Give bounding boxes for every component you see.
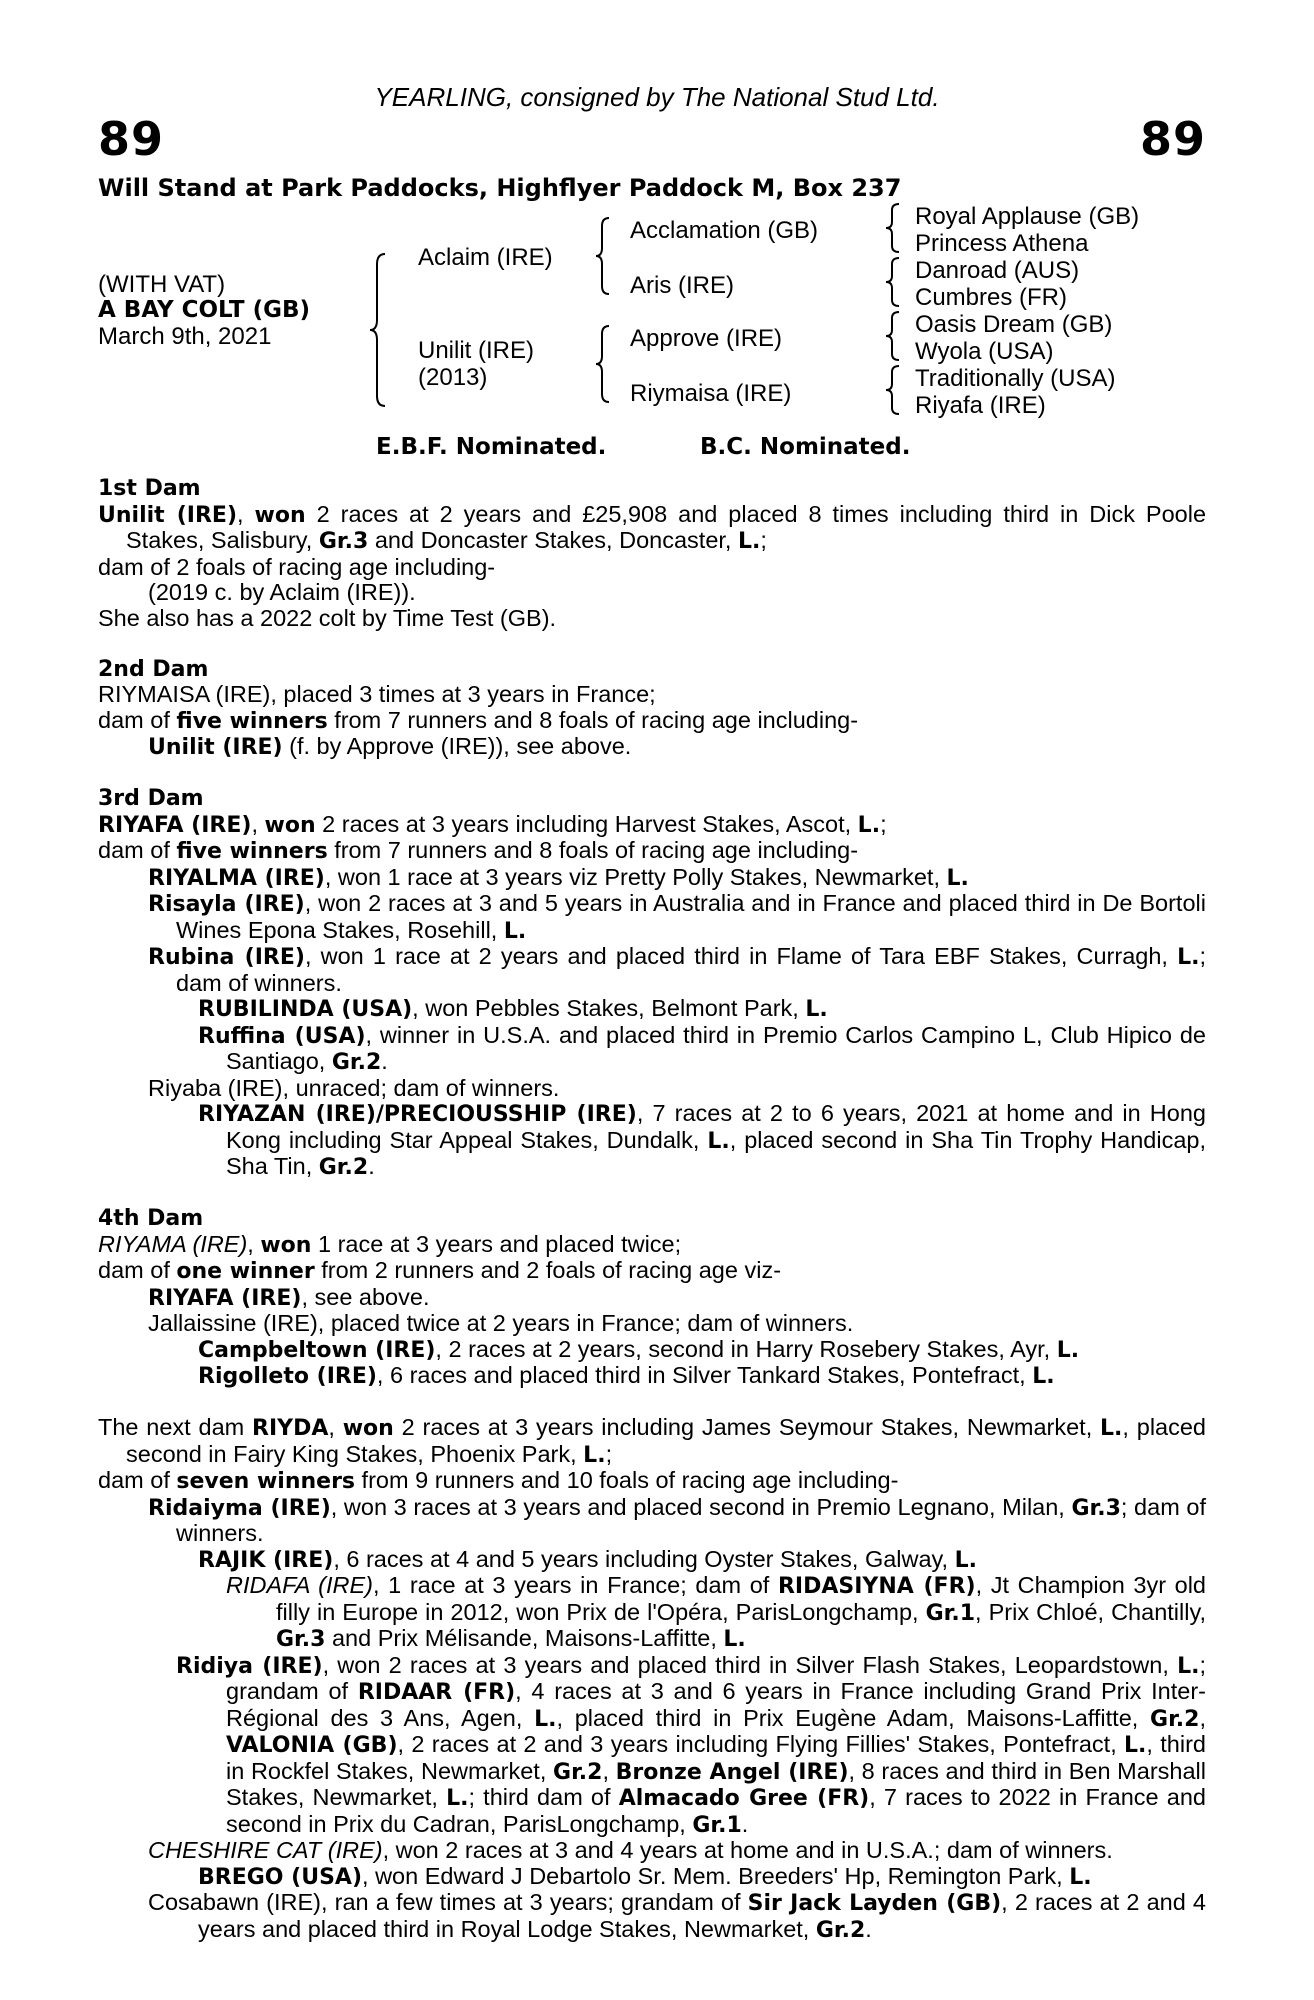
g-cumbres: Cumbres (FR): [915, 284, 1068, 311]
catalogue-body: [98, 476, 1206, 1943]
lot-number-right: 89: [1139, 112, 1206, 166]
dam4-produce-intro: dam of one winner from 2 runners and 2 foals of racing age viz-: [98, 1257, 782, 1284]
dam-sire: Approve (IRE): [630, 325, 783, 352]
g-danroad: Danroad (AUS): [915, 257, 1080, 284]
nextdam-produce-item: CHESHIRE CAT (IRE), won 2 races at 3 and 4 years at home and in U.S.A.; dam of winners.: [148, 1837, 1113, 1863]
heading-2nd-dam: 2nd Dam: [98, 656, 209, 682]
g-riyafa: Riyafa (IRE): [915, 392, 1046, 419]
nextdam-produce-item: Cosabawn (IRE), ran a few times at 3 years; grandam of Sir Jack Layden (GB), 2 races at 2 and 4 years and placed third in Royal Lodge Stakes, Newmarket, Gr.2.: [148, 1889, 1206, 1943]
heading-1st-dam: 1st Dam: [98, 476, 201, 501]
dam: Unilit (IRE): [418, 337, 535, 364]
foaling-date: March 9th, 2021: [98, 323, 272, 350]
sire-sire: Acclamation (GB): [630, 217, 819, 244]
sire: Aclaim (IRE): [418, 244, 553, 271]
nextdam-grandproduce-item: BREGO (USA), won Edward J Debartolo Sr. Mem. Breeders' Hp, Remington Park, L.: [198, 1862, 1092, 1890]
nextdam-produce-intro: dam of seven winners from 9 runners and 10 foals of racing age including-: [98, 1467, 899, 1494]
dam1-produce-intro: dam of 2 foals of racing age including-: [98, 553, 496, 580]
dam3-grandproduce-item: Ruffina (USA), winner in U.S.A. and placed third in Premio Carlos Campino L, Club Hipico de Santiago, Gr.2.: [198, 1021, 1206, 1075]
brace-g3: [884, 310, 902, 362]
lot-number-left: 89: [98, 112, 165, 166]
brace-main: [368, 252, 388, 408]
g-princess-athena: Princess Athena: [915, 230, 1089, 257]
heading-4th-dam: 4th Dam: [98, 1206, 204, 1231]
dam3-produce-intro: dam of five winners from 7 runners and 8 foals of racing age including-: [98, 837, 859, 864]
dam1-record: Unilit (IRE), won 2 races at 2 years and £25,908 and placed 8 times including third in Dick Poole Stakes, Salisbury, Gr.3 and Doncaster Stakes, Doncaster, L.;: [98, 500, 1207, 554]
vat-label: (WITH VAT): [98, 271, 226, 298]
dam1-produce-item: (2019 c. by Aclaim (IRE)).: [148, 579, 416, 605]
dam4-produce-item: Jallaissine (IRE), placed twice at 2 years in France; dam of winners.: [148, 1310, 854, 1336]
dam2-produce-item: Unilit (IRE) (f. by Approve (IRE)), see above.: [148, 733, 632, 760]
dam3-produce-item: Riyaba (IRE), unraced; dam of winners.: [148, 1074, 560, 1101]
nextdam-grandproduce-item: RIDAFA (IRE), 1 race at 3 years in France; dam of RIDASIYNA (FR), Jt Champion 3yr old filly in Europe in 2012, won Prix de l'Opéra, ParisLongchamp, Gr.1, Prix Chloé, Chantilly, Gr.3 and Prix Mélisande, Maisons-Laffitte, L.: [226, 1572, 1207, 1652]
dam-year: (2013): [418, 364, 488, 391]
dam3-grandproduce-item: RUBILINDA (USA), won Pebbles Stakes, Belmont Park, L.: [198, 995, 828, 1022]
brace-dam: [594, 324, 612, 404]
dam3-produce-item: RIYALMA (IRE), won 1 race at 3 years viz Pretty Polly Stakes, Newmarket, L.: [148, 863, 969, 891]
brace-sire: [594, 216, 612, 296]
dam3-produce-item: Risayla (IRE), won 2 races at 3 and 5 years in Australia and in France and placed third in De Bortoli Wines Epona Stakes, Rosehill, L.: [148, 890, 1206, 944]
nextdam-grandproduce-item: RAJIK (IRE), 6 races at 4 and 5 years including Oyster Stakes, Galway, L.: [198, 1545, 978, 1573]
horse-name: A BAY COLT (GB): [98, 297, 311, 323]
dam4-record: RIYAMA (IRE), won 1 race at 3 years and placed twice;: [98, 1230, 682, 1258]
brace-g4: [884, 364, 902, 416]
g-royal-applause: Royal Applause (GB): [915, 203, 1140, 230]
consignor-line: YEARLING, consigned by The National Stud Ltd.: [374, 82, 940, 112]
dam2-produce-intro: dam of five winners from 7 runners and 8 foals of racing age including-: [98, 706, 859, 734]
dam4-grandproduce-item: Rigolleto (IRE), 6 races and placed third in Silver Tankard Stakes, Pontefract, L.: [198, 1362, 1055, 1389]
dam2-record: RIYMAISA (IRE), placed 3 times at 3 years in France;: [98, 681, 656, 707]
sire-dam: Aris (IRE): [630, 272, 734, 299]
g-traditionally: Traditionally (USA): [915, 365, 1116, 392]
dam3-record: RIYAFA (IRE), won 2 races at 3 years including Harvest Stakes, Ascot, L.;: [98, 810, 887, 838]
brace-g2: [884, 256, 902, 308]
g-oasis-dream: Oasis Dream (GB): [915, 311, 1113, 338]
brace-g1: [884, 202, 902, 254]
dam4-grandproduce-item: Campbeltown (IRE), 2 races at 2 years, second in Harry Rosebery Stakes, Ayr, L.: [198, 1335, 1080, 1363]
dam3-produce-item: Rubina (IRE), won 1 race at 2 years and placed third in Flame of Tara EBF Stakes, Curragh, L.; dam of winners.: [148, 943, 1206, 996]
g-wyola: Wyola (USA): [915, 338, 1054, 365]
stand-location: Will Stand at Park Paddocks, Highflyer Paddock M, Box 237: [98, 174, 902, 202]
bc-nominated: B.C. Nominated.: [700, 434, 911, 460]
ebf-nominated: E.B.F. Nominated.: [376, 434, 607, 460]
nextdam-record: The next dam RIYDA, won 2 races at 3 years including James Seymour Stakes, Newmarket, L., placed second in Fairy King Stakes, Phoenix Park, L.;: [98, 1414, 1206, 1468]
dam4-produce-item: RIYAFA (IRE), see above.: [148, 1283, 430, 1311]
dam1-also: She also has a 2022 colt by Time Test (GB).: [98, 604, 557, 631]
dam3-grandproduce-item: RIYAZAN (IRE)/PRECIOUSSHIP (IRE), 7 races at 2 to 6 years, 2021 at home and in Hong Kong including Star Appeal Stakes, Dundalk, L., placed second in Sha Tin Trophy Handicap, Sha Tin, Gr.2.: [198, 1100, 1207, 1180]
dam-dam: Riymaisa (IRE): [630, 380, 792, 407]
nextdam-produce-item: Ridaiyma (IRE), won 3 races at 3 years and placed second in Premio Legnano, Milan, Gr.3; dam of winners.: [148, 1493, 1206, 1546]
nextdam-produce-item: Ridiya (IRE), won 2 races at 3 years and placed third in Silver Flash Stakes, Leopardstown, L.; grandam of RIDAAR (FR), 4 races at 3 and 6 years in France including Grand Prix Inter-Régional des 3 Ans, Agen, L., placed third in Prix Eugène Adam, Maisons-Laffitte, Gr.2, VALONIA (GB), 2 races at 2 and 3 years including Flying Fillies' Stakes, Pontefract, L., third in Rockfel Stakes, Newmarket, Gr.2, Bronze Angel (IRE), 8 races and third in Ben Marshall Stakes, Newmarket, L.; third dam of Almacado Gree (FR), 7 races to 2022 in France and second in Prix du Cadran, ParisLongchamp, Gr.1.: [176, 1651, 1206, 1838]
heading-3rd-dam: 3rd Dam: [98, 786, 204, 811]
